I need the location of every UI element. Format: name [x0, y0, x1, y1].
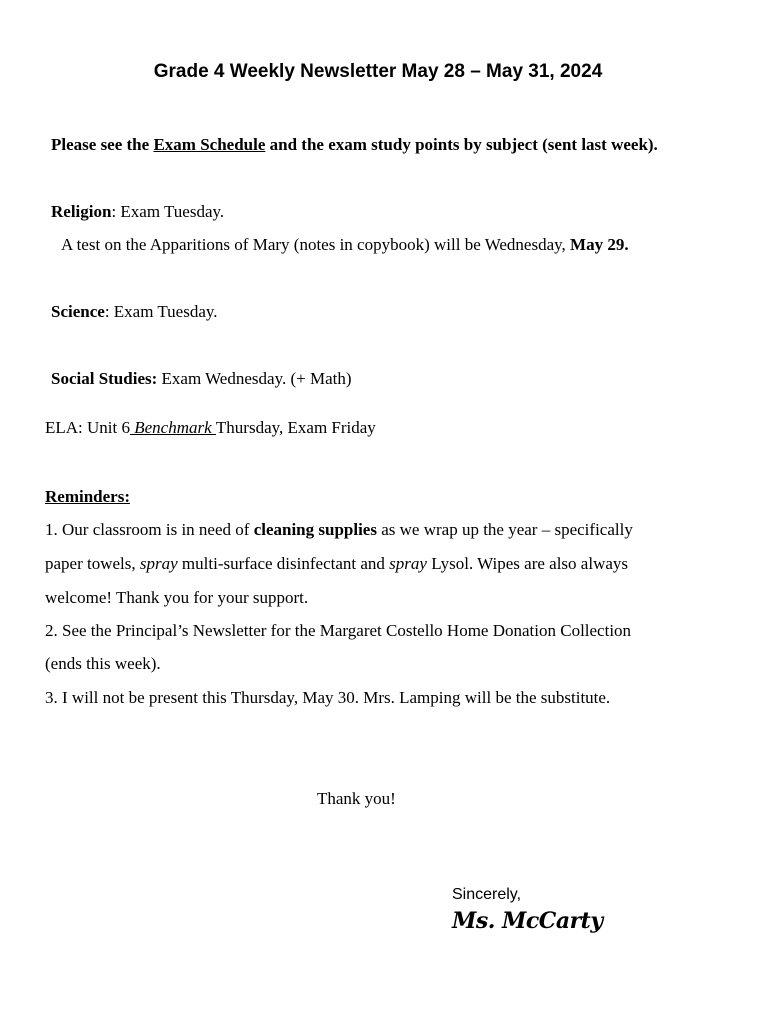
- religion-note-line: [61, 234, 629, 256]
- reminder-2-line-2: (ends this week).: [45, 654, 161, 673]
- reminder-1-line-2-b: multi-surface disinfectant and: [177, 554, 390, 573]
- reminder-1-line-2-c: Lysol. Wipes are also always: [426, 554, 629, 573]
- reminder-3-line: 3. I will not be present this Thursday, May 30. Mrs. Lamping will be the substitute.: [45, 688, 611, 707]
- social-studies-line: [51, 368, 352, 390]
- signature: Ms. McCarty: [452, 908, 603, 934]
- science-label: Science: [51, 302, 105, 321]
- reminders-heading-text: Reminders:: [45, 487, 130, 506]
- social-studies-label: Social Studies:: [51, 369, 158, 388]
- science-text: : Exam Tuesday.: [104, 302, 218, 321]
- reminder-1-line-1: [45, 519, 633, 541]
- religion-line: [51, 201, 224, 223]
- reminder-1-line-2: [45, 553, 628, 575]
- religion-note-date: May 29.: [570, 235, 629, 254]
- reminder-1-text-end: as we wrap up the year – specifically: [376, 520, 633, 539]
- intro-before: Please see the: [51, 135, 154, 154]
- reminders-heading: [45, 486, 130, 508]
- reminder-1-text: 1. Our classroom is in need of: [45, 520, 254, 539]
- closing-text: Sincerely,: [452, 886, 522, 903]
- spray-text: spray: [139, 554, 178, 573]
- thank-you-text: Thank you!: [317, 789, 396, 808]
- ela-before: ELA: Unit 6: [45, 418, 130, 437]
- ela-line: [45, 417, 376, 439]
- ela-benchmark: Benchmark: [130, 418, 216, 437]
- reminder-2-line-1: 2. See the Principal’s Newsletter for the Margaret Costello Home Donation Collection: [45, 621, 632, 640]
- exam-schedule-link[interactable]: Exam Schedule: [153, 135, 266, 154]
- religion-text: : Exam Tuesday.: [111, 202, 225, 221]
- religion-label: Religion: [51, 202, 112, 221]
- newsletter-title: Grade 4 Weekly Newsletter May 28 – May 31, 2024: [153, 61, 603, 82]
- cleaning-supplies-text: cleaning supplies: [253, 520, 377, 539]
- ela-after: Thursday, Exam Friday: [215, 418, 376, 437]
- science-line: [51, 301, 218, 323]
- reminder-1-line-3: welcome! Thank you for your support.: [45, 588, 309, 607]
- social-studies-text: Exam Wednesday. (+ Math): [157, 369, 352, 388]
- intro-after: and the exam study points by subject (sent last week).: [265, 135, 658, 154]
- intro-line: [51, 134, 658, 156]
- spray-text: spray: [389, 554, 427, 573]
- religion-note: A test on the Apparitions of Mary (notes in copybook) will be Wednesday,: [61, 235, 571, 254]
- reminder-1-line-2-a: paper towels,: [45, 554, 140, 573]
